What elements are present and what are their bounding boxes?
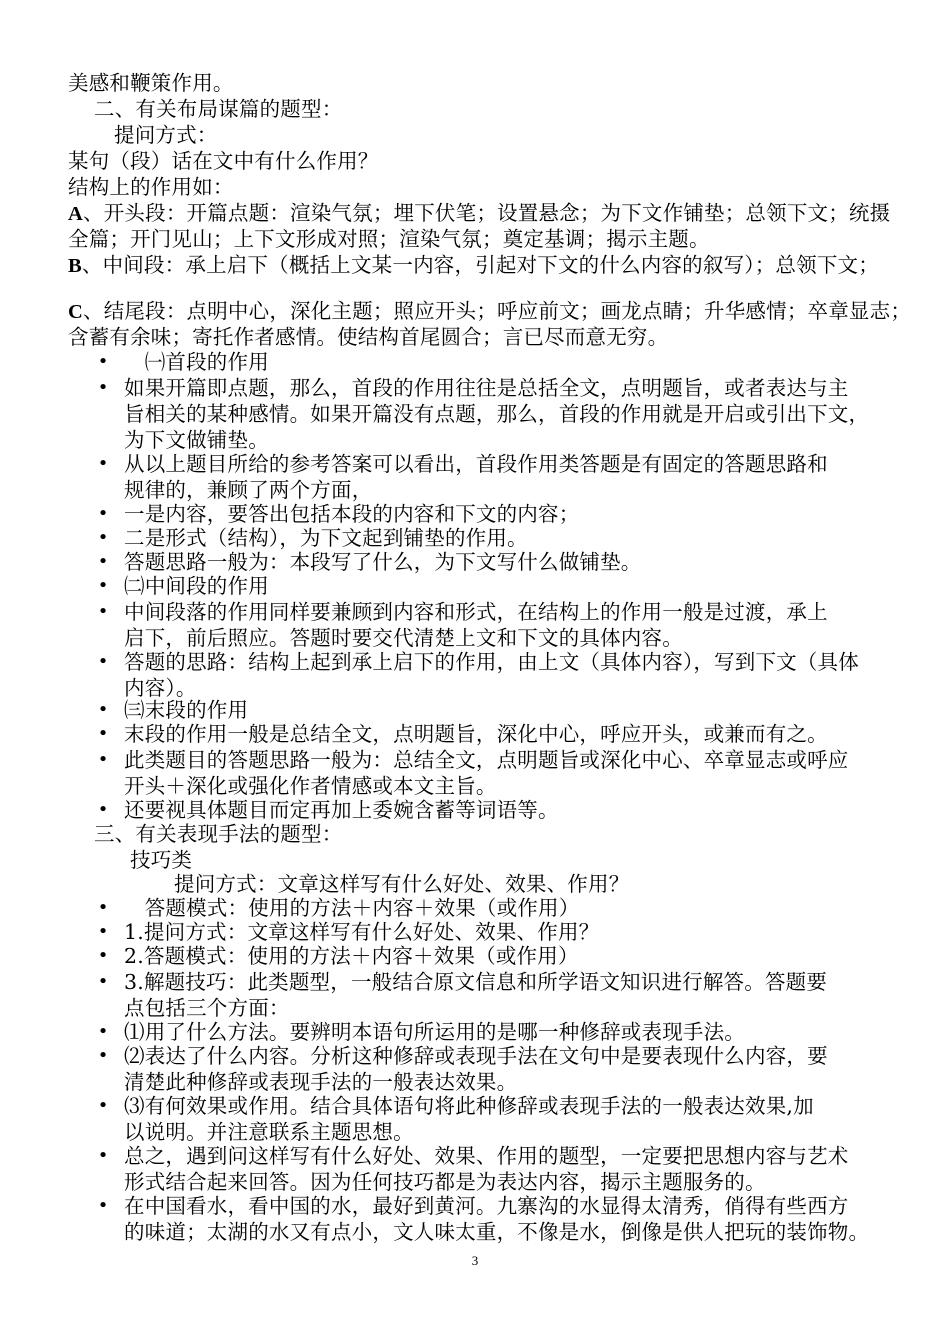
list-item-cont: 规律的，兼顾了两个方面， [124, 478, 373, 502]
list-item: 3.解题技巧：此类题型，一般结合原文信息和所学语文知识进行解答。答题要 [124, 970, 828, 994]
list-item-cont: 开头＋深化或强化作者情感或本文主旨。 [124, 774, 497, 798]
bullet-icon: • [97, 1021, 109, 1042]
list-item: ⑴用了什么方法。要辨明本语句所运用的是哪一种修辞或表现手法。 [124, 1020, 745, 1044]
text-line: 美感和鞭策作用。 [68, 71, 234, 95]
section-heading: 二、有关布局谋篇的题型： [94, 97, 343, 121]
list-item: 1.提问方式：文章这样写有什么好处、效果、作用？ [124, 920, 600, 944]
bullet-icon: • [97, 575, 109, 596]
text-line: 结构上的作用如： [68, 175, 234, 199]
sub-heading: 技巧类 [130, 848, 193, 872]
list-item: 答题的思路：结构上起到承上启下的作用，由上文（具体内容），写到下文（具体 [124, 650, 859, 674]
list-item: ⑶有何效果或作用。结合具体语句将此种修辞或表现手法的一般表达效果,加 [124, 1094, 814, 1118]
list-item: ㈡中间段的作用 [124, 574, 269, 598]
list-item: 二是形式（结构），为下文起到铺垫的作用。 [124, 526, 528, 550]
bullet-icon: • [97, 1195, 109, 1216]
bullet-icon: • [97, 551, 109, 572]
paragraph-b-line [68, 252, 879, 279]
section-heading: 三、有关表现手法的题型： [94, 822, 343, 846]
text-line: 提问方式：文章这样写有什么好处、效果、作用？ [174, 872, 630, 896]
paragraph-a-line [68, 200, 890, 227]
list-item: 2.答题模式：使用的方法＋内容＋效果（或作用） [124, 944, 579, 968]
bullet-icon: • [97, 945, 109, 966]
list-item: 答题思路一般为：本段写了什么，为下文写什么做铺垫。 [124, 550, 642, 574]
list-item: 在中国看水，看中国的水，最好到黄河。九寨沟的水显得太清秀，俏得有些西方 [124, 1194, 849, 1218]
bullet-icon: • [97, 1045, 109, 1066]
label-c: C [68, 301, 84, 323]
label-a: A [68, 203, 84, 225]
list-item: 一是内容，要答出包括本段的内容和下文的内容； [124, 502, 580, 526]
bullet-icon: • [97, 1095, 109, 1116]
bullet-icon: • [97, 601, 109, 622]
list-item-cont: 点包括三个方面： [124, 996, 290, 1020]
list-item-cont: 为下文做铺垫。 [124, 428, 269, 452]
list-item: 总之，遇到问这样写有什么好处、效果、作用的题型，一定要把思想内容与艺术 [124, 1144, 849, 1168]
list-item: 此类题目的答题思路一般为：总结全文，点明题旨或深化中心、卒章显志或呼应 [124, 748, 849, 772]
bullet-icon: • [97, 699, 109, 720]
list-item: 中间段落的作用同样要兼顾到内容和形式，在结构上的作用一般是过渡，承上 [124, 600, 828, 624]
paragraph-b-text: 、中间段：承上启下（概括上文某一内容，引起对下文的什么内容的叙写）；总领下文； [81, 253, 879, 277]
list-item-cont: 清楚此种修辞或表现手法的一般表达效果。 [124, 1070, 518, 1094]
list-item: ⑵表达了什么内容。分析这种修辞或表现手法在文句中是要表现什么内容，要 [124, 1044, 828, 1068]
list-item-cont: 内容）。 [124, 676, 197, 700]
text-line: 某句（段）话在文中有什么作用？ [68, 149, 379, 173]
bullet-icon: • [97, 453, 109, 474]
list-item-cont: 形式结合起来回答。因为任何技巧都是为表达内容，揭示主题服务的。 [124, 1170, 766, 1194]
list-item-cont: 的味道；太湖的水又有点小，文人味太重，不像是水，倒像是供人把玩的装饰物。 [124, 1220, 870, 1244]
list-item: 从以上题目所给的参考答案可以看出，首段作用类答题是有固定的答题思路和 [124, 452, 828, 476]
list-item: ㈠首段的作用 [124, 350, 269, 374]
text-line: 提问方式： [114, 123, 218, 147]
bullet-icon: • [97, 527, 109, 548]
list-item-cont: 启下，前后照应。答题时要交代清楚上文和下文的具体内容。 [124, 626, 683, 650]
paragraph-c-line [68, 298, 911, 325]
text-line: 含蓄有余味；寄托作者感情。使结构首尾圆合；言已尽而意无穷。 [68, 325, 669, 349]
bullet-icon: • [97, 1145, 109, 1166]
bullet-icon: • [97, 897, 109, 918]
bullet-icon: • [97, 377, 109, 398]
bullet-icon: • [97, 651, 109, 672]
bullet-icon: • [97, 503, 109, 524]
list-item: 还要视具体题目而定再加上委婉含蓄等词语等。 [124, 798, 559, 822]
list-item: 如果开篇即点题，那么，首段的作用往往是总括全文，点明题旨，或者表达与主 [124, 376, 849, 400]
label-b: B [68, 255, 82, 277]
bullet-icon: • [97, 351, 109, 372]
list-item: 末段的作用一般是总结全文，点明题旨，深化中心，呼应开头，或兼而有之。 [124, 722, 828, 746]
bullet-icon: • [97, 799, 109, 820]
paragraph-a-text: 、开头段：开篇点题：渲染气氛；埋下伏笔；设置悬念；为下文作铺垫；总领下文；统摄 [83, 201, 891, 225]
list-item-cont: 旨相关的某种感情。如果开篇没有点题，那么，首段的作用就是开启或引出下文， [124, 402, 870, 426]
bullet-icon: • [97, 723, 109, 744]
list-item: ㈢末段的作用 [124, 698, 249, 722]
page-number: 3 [471, 1253, 479, 1268]
text-line: 全篇；开门见山；上下文形成对照；渲染气氛；奠定基调；揭示主题。 [68, 227, 710, 251]
list-item: 答题模式：使用的方法＋内容＋效果（或作用） [124, 896, 580, 920]
bullet-icon: • [97, 971, 109, 992]
bullet-icon: • [97, 749, 109, 770]
bullet-icon: • [97, 921, 109, 942]
list-item-cont: 以说明。并注意联系主题思想。 [124, 1120, 414, 1144]
paragraph-c-text: 、结尾段：点明中心，深化主题；照应开头；呼应前文；画龙点睛；升华感情；卒章显志； [83, 299, 912, 323]
